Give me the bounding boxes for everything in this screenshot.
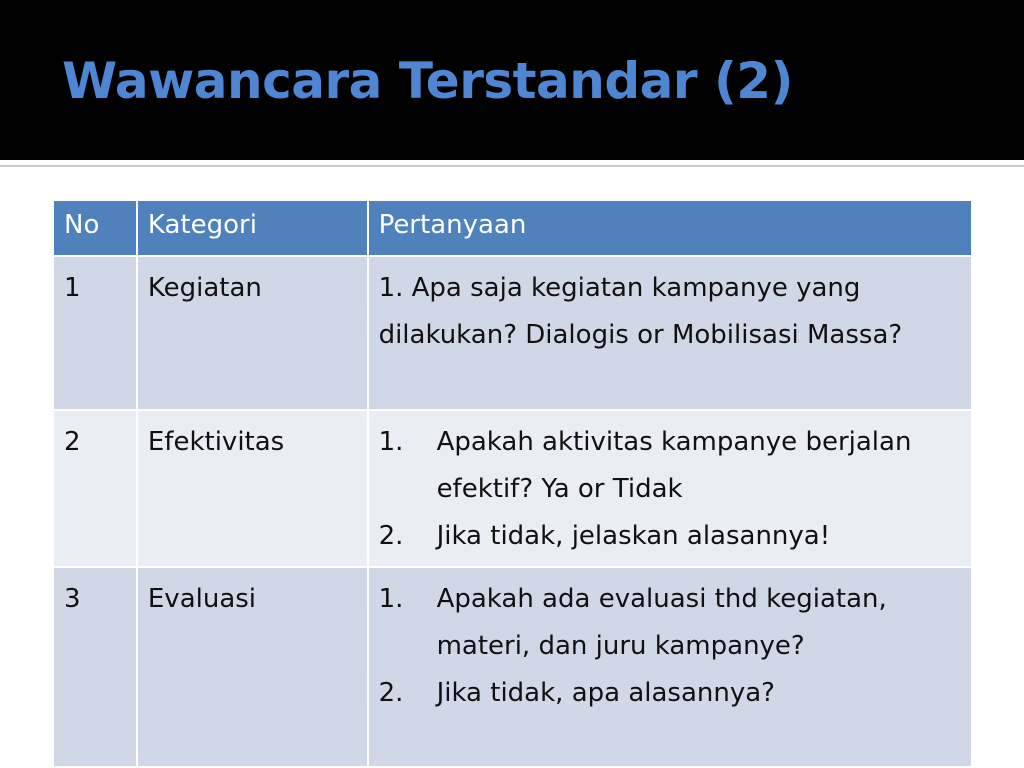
header-no: No xyxy=(53,200,137,256)
header-kategori: Kategori xyxy=(137,200,368,256)
question-item xyxy=(379,670,961,717)
table-row xyxy=(53,256,972,410)
questions-table xyxy=(52,199,973,768)
cell-no: 3 xyxy=(53,567,137,767)
question-text: Apakah aktivitas kampanye berjalan efektif? Ya or Tidak xyxy=(436,427,912,504)
question-text: Jika tidak, apa alasannya? xyxy=(436,678,775,708)
question-number: 2. xyxy=(378,678,404,708)
question-number: 1. xyxy=(378,427,404,457)
question-item xyxy=(379,419,961,513)
table-row xyxy=(53,410,972,567)
table-header-row xyxy=(53,200,972,256)
table-row xyxy=(53,567,972,767)
cell-pertanyaan xyxy=(368,567,972,767)
cell-kategori: Evaluasi xyxy=(137,567,368,767)
question-text: Apakah ada evaluasi thd kegiatan, materi, dan juru kampanye? xyxy=(436,584,887,661)
question-number: 2. xyxy=(378,521,404,551)
question-text: Jika tidak, jelaskan alasannya! xyxy=(436,521,831,551)
title-bar xyxy=(0,0,1024,160)
question-item xyxy=(379,513,961,560)
cell-kategori: Efektivitas xyxy=(137,410,368,567)
cell-pertanyaan xyxy=(368,410,972,567)
slide-content xyxy=(0,170,1024,768)
header-pertanyaan: Pertanyaan xyxy=(368,200,972,256)
cell-kategori: Kegiatan xyxy=(137,256,368,410)
cell-no: 1 xyxy=(53,256,137,410)
question-item xyxy=(379,576,961,670)
slide-title: Wawancara Terstandar (2) xyxy=(62,52,793,110)
question-number: 1. xyxy=(378,584,404,614)
title-divider-line xyxy=(0,165,1024,167)
cell-pertanyaan: 1. Apa saja kegiatan kampanye yang dilakukan? Dialogis or Mobilisasi Massa? xyxy=(368,256,972,410)
cell-no: 2 xyxy=(53,410,137,567)
